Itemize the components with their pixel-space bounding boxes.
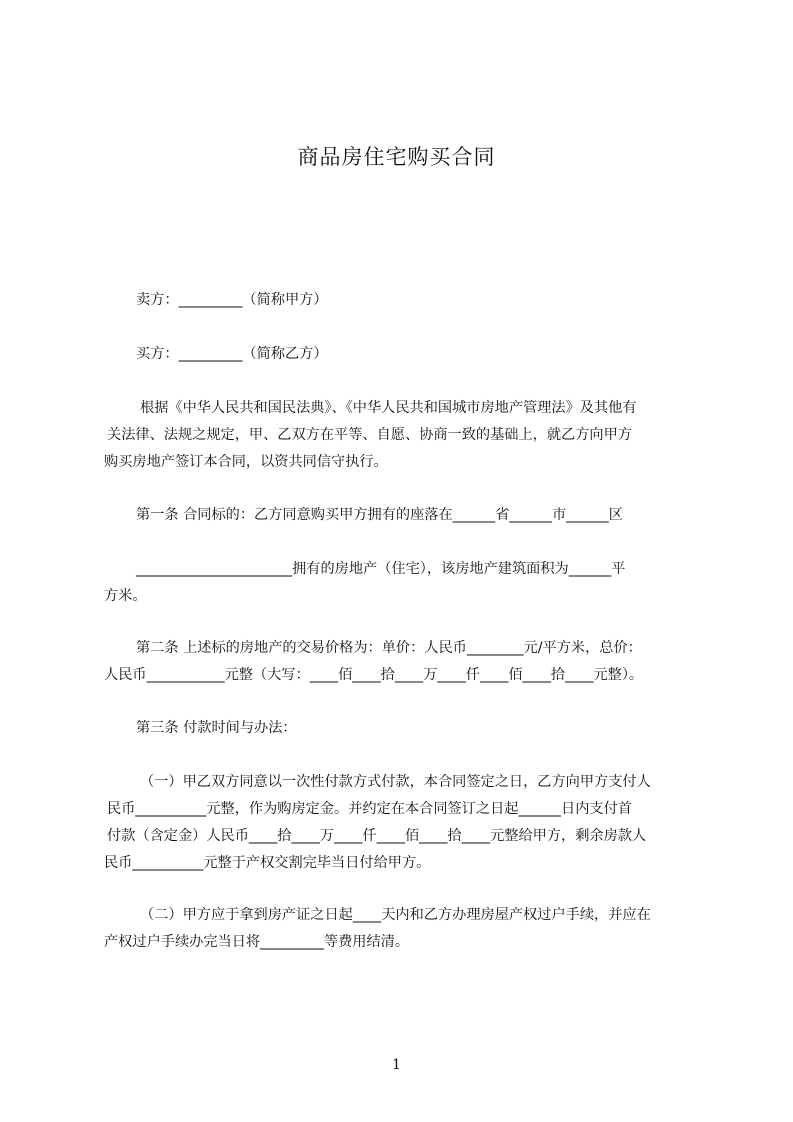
article1-line-3: 方米。 bbox=[104, 588, 147, 604]
article1-line-1: 第一条 合同标的：乙方同意购买甲方拥有的座落在______省______市______区 bbox=[136, 507, 623, 523]
preamble-line-2: 关法律、法规之规定，甲、乙双方在平等、自愿、协商一致的基础上，就乙方向甲方 bbox=[107, 427, 632, 443]
article3-clause1-line-2: 民币__________元整，作为购房定金。并约定在本合同签订之日起______日内支付首 bbox=[107, 801, 632, 817]
article1-line-2: ______________________拥有的房地产（住宅），该房地产建筑面积为______平 bbox=[136, 561, 626, 577]
seller-line: 卖方：_________（简称甲方） bbox=[136, 292, 328, 308]
article3-clause1-line-1: （一）甲乙双方同意以一次性付款方式付款，本合同签定之日，乙方向甲方支付人 bbox=[140, 774, 651, 790]
contract-title: 商品房住宅购买合同 bbox=[297, 145, 496, 169]
article2-line-1: 第二条 上述标的房地产的交易价格为：单价：人民币________元/平方米，总价： bbox=[136, 640, 642, 656]
article3-clause2-line-2: 产权过户手续办完当日将_________等费用结清。 bbox=[104, 934, 410, 950]
page-number: 1 bbox=[392, 1057, 401, 1073]
preamble-line-3: 购买房地产签订本合同，以资共同信守执行。 bbox=[104, 454, 388, 470]
article2-line-2: 人民币___________元整（大写：____佰____拾____万____仟____佰____拾____元整）。 bbox=[104, 667, 644, 683]
article3-clause2-line-1: （二）甲方应于拿到房产证之日起____天内和乙方办理房屋产权过户手续，并应在 bbox=[140, 907, 651, 923]
article3-heading: 第三条 付款时间与办法： bbox=[136, 720, 297, 736]
preamble-line-1: 根据《中华人民共和国民法典》、《中华人民共和国城市房地产管理法》及其他有 bbox=[140, 400, 637, 416]
article3-clause1-line-3: 付款（含定金）人民币____拾____万____仟____佰____拾____元整给甲方，剩余房款人 bbox=[107, 828, 647, 844]
buyer-line: 买方：_________（简称乙方） bbox=[136, 346, 328, 362]
article3-clause1-line-4: 民币__________元整于产权交割完毕当日付给甲方。 bbox=[104, 855, 431, 871]
